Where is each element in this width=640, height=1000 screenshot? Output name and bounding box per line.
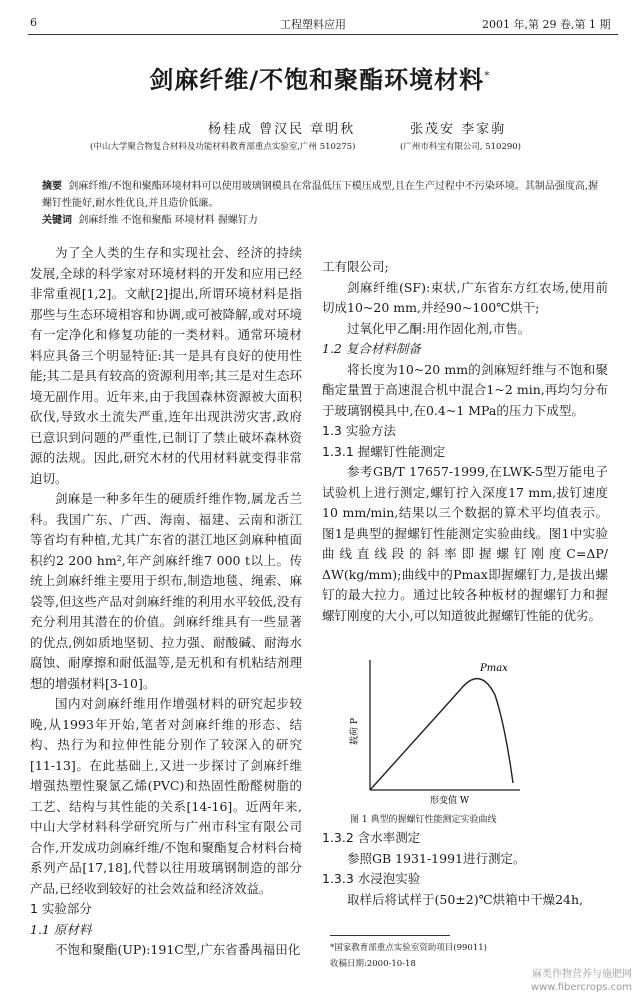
paragraph: 为了全人类的生存和实现社会、经济的持续发展,全球的科学家对环境材料的开发和应用已经非常重视[1,2]。文献[2]提出,所谓环境材料是指那些与生态环境相容和协调,或可被降解,或对环境有一定净化和修复功能的一类材料。通常环境材料应具备三个明显特征:其一是具有良好的使用性能;其二是具有较高的资源利用率;其三是对生态环境无副作用。近年来,由于我国森林资源被大面积砍伐,导致水土流失严重,连年出现洪涝灾害,政府已意识到问题的严重性,已制订了禁止破坏森林资源的法规。因此,研究木材的代用材料就变得非常迫切。: [30, 245, 302, 486]
paragraph: 参照GB 1931-1991进行测定。: [347, 850, 526, 866]
header-rule: [28, 34, 618, 35]
subsubsection-heading: 1.3.3 水浸泡实验: [322, 871, 421, 886]
keywords-label: 关键词: [42, 215, 72, 226]
keywords: [42, 212, 606, 229]
subsection-heading: 1.1 原材料: [30, 921, 92, 937]
page-number: 6: [30, 16, 37, 29]
paragraph: 剑麻纤维(SF):束状,广东省东方红农场,使用前切成10~20 mm,并经90~100℃烘干;: [322, 279, 608, 315]
subsubsection-heading: 1.3.2 含水率测定: [322, 830, 421, 845]
load-curve: [370, 679, 513, 790]
footnote-rule: [330, 935, 450, 936]
pmax-label: Pmax: [480, 663, 508, 674]
paragraph: 剑麻是一种多年生的硬质纤维作物,属龙舌兰科。我国广东、广西、海南、福建、云南和浙江等省均有种植,尤其广东省的湛江地区剑麻种植面积约2 200 hm²,年产剑麻纤维7 000 t以上。传统上剑麻纤维主要用于织布,制造地毯、绳索、麻袋等,但这些产品对剑麻纤维的利用水平较低,没有充分利用其潜在的价值。剑麻纤维具有一些显著的优点,例如质地坚韧、拉力强、耐酸碱、耐海水腐蚀、耐摩擦和耐低温等,是无机和有机粘结剂理想的增强材料[3-10]。: [30, 491, 302, 691]
journal-name: 工程塑料应用: [280, 18, 346, 31]
figure-1: [345, 655, 595, 806]
right-column: [322, 257, 608, 626]
paragraph: 不饱和聚酯(UP):191C型,广东省番禺福田化: [55, 942, 301, 957]
paragraph: 取样后将试样于(50±2)℃烘箱中干燥24h,: [347, 891, 583, 907]
abstract-text: 剑麻纤维/不饱和聚酯环境材料可以使用玻璃钢模具在常温低压下模压成型,且在生产过程中不污染环境。其制品强度高,握螺钉性能好,耐水性优良,并且造价低廉。: [42, 181, 599, 209]
affiliation-left: (中山大学聚合物复合材料及功能材料教育部重点实验室,广州 510275): [90, 142, 356, 152]
subsection-heading: 1.3 实验方法: [322, 423, 396, 438]
paragraph: 将长度为10~20 mm的剑麻短纤维与不饱和聚酯定量置于高速混合机中混合1~2 min,再均匀分布于玻璃钢模具中,在0.4~1 MPa的压力下成型。: [322, 361, 608, 418]
subsection-heading: 1.2 复合材料制备: [322, 341, 421, 356]
affiliation-right: (广州市科宝有限公司, 510290): [400, 142, 521, 152]
x-axis-label: 形变值 W: [430, 796, 470, 806]
subsubsection-heading: 1.3.1 握螺钉性能测定: [322, 443, 446, 459]
title-mark: *: [484, 69, 491, 82]
watermark-line1: 麻类作物营养与施肥网: [532, 969, 632, 980]
y-axis-label: 载荷 P: [350, 718, 360, 745]
footnote-received: 收稿日期:2000-10-18: [330, 959, 416, 969]
paragraph: 参考GB/T 17657-1999,在LWK-5型万能电子试验机上进行测定,螺钉拧入深度17 mm,拔钉速度10 mm/min,结果以三个数据的算术平均值表示。图1是典型的握螺钉性能测定实验曲线。图1中实验曲线直线段的斜率即握螺钉刚度C=ΔP/ΔW(kg/mm);曲线中的Pmax即握螺钉力,是拔出螺钉的最大拉力。通过比较各种板材的握螺钉力和握螺钉刚度的大小,可以知道彼此握螺钉性能的优劣。: [322, 464, 608, 623]
watermark: [531, 968, 632, 994]
paragraph: 国内对剑麻纤维用作增强材料的研究起步较晚,从1993年开始,笔者对剑麻纤维的形态、结构、热行为和拉伸性能分别作了较深入的研究[11-13]。在此基础上,又进一步探讨了剑麻纤维增强热塑性聚氯乙烯(PVC)和热固性酚醛树脂的工艺、结构与其性能的关系[14-16]。近两年来,中山大学材料科学研究所与广州市科宝有限公司合作,开发成功剑麻纤维/不饱和聚酯复合材料台椅系列产品[17,18],代替以往用玻璃钢制造的部分产品,已经收到较好的社会效益和经济效益。: [30, 696, 302, 896]
authors-right: 张茂安 李家驹: [410, 122, 507, 137]
watermark-line2: www.fibercrops.com: [530, 982, 632, 993]
issue-info: 2001 年,第 29 卷,第 1 期: [482, 18, 611, 31]
abstract: [42, 178, 606, 212]
authors-left: 杨桂成 曾汉民 章明秋: [208, 122, 356, 137]
footnote: [330, 940, 487, 972]
figure-caption: 图 1 典型的握螺钉性能测定实验曲线: [350, 815, 497, 825]
abstract-block: [42, 178, 606, 229]
keywords-text: 剑麻纤维 不饱和聚酯 环境材料 握螺钉力: [78, 215, 258, 226]
title-text: 剑麻纤维/不饱和聚酯环境材料: [149, 66, 485, 94]
paragraph: 工有限公司;: [322, 259, 389, 274]
footnote-fund: *国家教育部重点实验室资助项目(99011): [330, 943, 487, 953]
section-heading: 1 实验部分: [30, 901, 92, 916]
page-title: [0, 60, 640, 95]
abstract-label: 摘要: [42, 181, 62, 192]
left-column: [30, 243, 302, 961]
right-column-lower: [322, 828, 608, 910]
paragraph: 过氧化甲乙酮:用作固化剂,市售。: [347, 320, 531, 336]
